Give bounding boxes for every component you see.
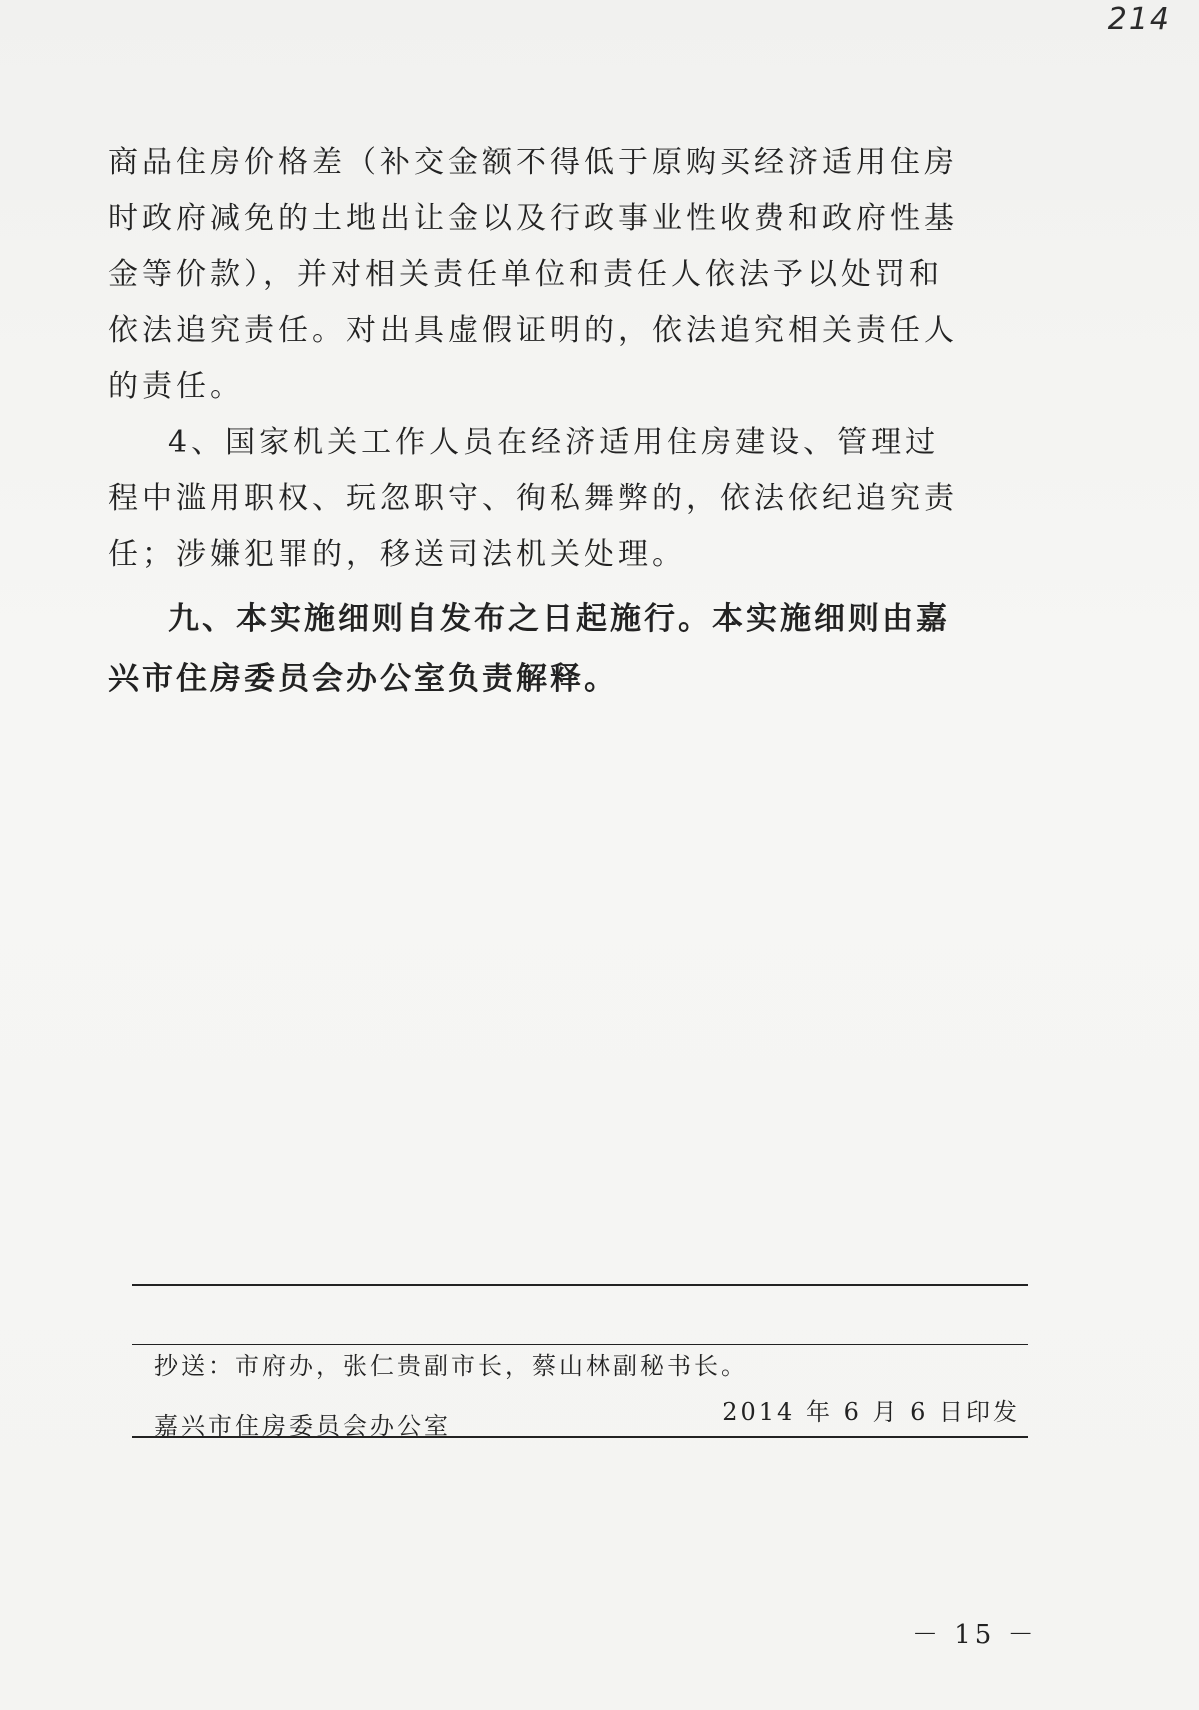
footer-middle-rule — [132, 1344, 1028, 1345]
footer-bottom-rule — [132, 1436, 1028, 1438]
paragraph-price-difference: 商品住房价格差（补交金额不得低于原购买经济适用住房时政府减免的土地出让金以及行政事业性收费和政府性基金等价款），并对相关责任单位和责任人依法予以处罚和依法追究责任。对出具虚假证明的，依法追究相关责任人的责任。 — [108, 145, 958, 404]
footer-top-rule — [132, 1284, 1028, 1286]
body-text — [108, 135, 968, 709]
page-number: － 15 － — [912, 1620, 1038, 1650]
issue-date: 2014 年 6 月 6 日印发 — [722, 1398, 1020, 1426]
paragraph-item-4: 4、国家机关工作人员在经济适用住房建设、管理过程中滥用职权、玩忽职守、徇私舞弊的，依法依纪追究责任；涉嫌犯罪的，移送司法机关处理。 — [108, 425, 958, 572]
cc-line: 抄送：市府办，张仁贵副市长，蔡山林副秘书长。 — [154, 1352, 748, 1380]
paragraph-section-9: 九、本实施细则自发布之日起施行。本实施细则由嘉兴市住房委员会办公室负责解释。 — [108, 601, 950, 697]
handwritten-archive-number: 214 — [1107, 2, 1171, 37]
issuing-office: 嘉兴市住房委员会办公室 — [154, 1412, 451, 1440]
